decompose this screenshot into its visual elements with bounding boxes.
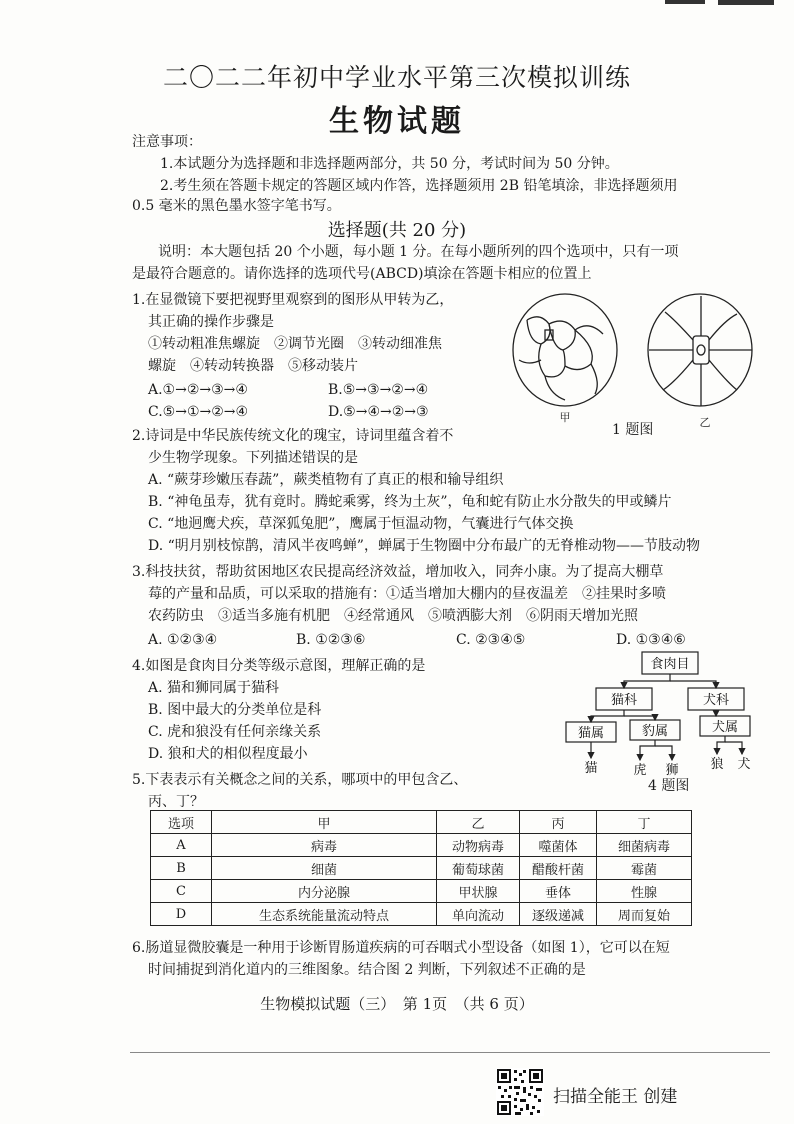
q3-stem: 农药防虫 ③适当多施有机肥 ④经常通风 ⑤喷洒膨大剂 ⑥阴雨天增加光照 bbox=[148, 608, 638, 624]
q6-stem: 时间捕捉到消化道内的三维图象。结合图 2 判断，下列叙述不正确的是 bbox=[148, 962, 586, 978]
q1-steps: ①转动粗准焦螺旋 ②调节光圈 ③转动细准焦 bbox=[148, 336, 442, 352]
scan-edge-line bbox=[130, 1052, 770, 1053]
table-header-row bbox=[151, 811, 692, 834]
table-header-cell: 丙 bbox=[520, 811, 597, 834]
table-cell: 噬菌体 bbox=[520, 834, 597, 857]
q1-stem: 其正确的操作步骤是 bbox=[148, 314, 274, 330]
diagram-leaf-tiger: 虎 bbox=[633, 763, 647, 778]
diagram-leaf-cat: 猫 bbox=[584, 761, 598, 776]
table-cell: 甲状腺 bbox=[437, 880, 520, 903]
q3-option-a: A. ①②③④ bbox=[148, 632, 218, 648]
q1-steps: 螺旋 ④转动转换器 ⑤移动装片 bbox=[148, 358, 358, 374]
table-cell: 葡萄球菌 bbox=[437, 857, 520, 880]
diagram-leaf-wolf: 狼 bbox=[710, 757, 724, 772]
table-cell: 单向流动 bbox=[437, 903, 520, 926]
table-cell: 动物病毒 bbox=[437, 834, 520, 857]
table-header-cell: 甲 bbox=[212, 811, 437, 834]
notice-heading: 注意事项： bbox=[132, 134, 202, 150]
q3-stem: 3.科技扶贫，帮助贫困地区农民提高经济效益，增加收入，同奔小康。为了提高大棚草 bbox=[132, 564, 664, 580]
q4-option-a: A. 猫和狮同属于猫科 bbox=[148, 680, 280, 696]
q3-option-d: D. ①③④⑥ bbox=[616, 632, 686, 648]
table-row bbox=[151, 834, 692, 857]
q2-option-c: C. “地迥鹰犬疾，草深狐兔肥”，鹰属于恒温动物，气囊进行气体交换 bbox=[148, 516, 574, 532]
q4-stem: 4.如图是食肉目分类等级示意图，理解正确的是 bbox=[132, 658, 426, 674]
q5-stem: 丙、丁？ bbox=[148, 794, 204, 810]
q1-stem: 1.在显微镜下要把视野里观察到的图形从甲转为乙， bbox=[132, 292, 454, 308]
notice-line: 1.本试题分为选择题和非选择题两部分，共 50 分，考试时间为 50 分钟。 bbox=[160, 156, 619, 172]
q2-option-b: B. “神龟虽寿，犹有竟时。腾蛇乘雾，终为土灰”，龟和蛇有防止水分散失的甲或鳞片 bbox=[148, 494, 672, 510]
diagram-leaf-dog: 犬 bbox=[737, 757, 751, 772]
table-header-cell: 乙 bbox=[437, 811, 520, 834]
q2-stem: 少生物学现象。下列描述错误的是 bbox=[148, 450, 358, 466]
section-desc: 说明：本大题包括 20 个小题，每小题 1 分。在每小题所列的四个选项中，只有一项 bbox=[158, 244, 679, 260]
q4-option-d: D. 狼和犬的相似程度最小 bbox=[148, 746, 308, 762]
q1-fig-label-yi: 乙 bbox=[699, 416, 711, 429]
q1-option-d: D.⑤→④→②→③ bbox=[328, 404, 429, 420]
q5-stem: 5.下表表示有关概念之间的关系，哪项中的甲包含乙、 bbox=[132, 772, 468, 788]
table-row bbox=[151, 880, 692, 903]
subject-title: 生物试题 bbox=[329, 104, 465, 139]
q1-option-a: A.①→②→③→④ bbox=[148, 382, 248, 398]
table-cell: B bbox=[151, 857, 212, 880]
q2-stem: 2.诗词是中华民族传统文化的瑰宝，诗词里蕴含着不 bbox=[132, 428, 454, 444]
diagram-node-genus-canis: 犬属 bbox=[711, 720, 739, 735]
diagram-node-genus-panthera: 豹属 bbox=[641, 724, 669, 739]
scan-edge-mark bbox=[718, 0, 774, 5]
table-header-cell: 选项 bbox=[151, 811, 212, 834]
section-desc: 是最符合题意的。请你选择的选项代号(ABCD)填涂在答题卡相应的位置上 bbox=[132, 266, 592, 282]
q5-table bbox=[150, 810, 692, 926]
table-cell: A bbox=[151, 834, 212, 857]
table-cell: 周而复始 bbox=[597, 903, 692, 926]
table-cell: 内分泌腺 bbox=[212, 880, 437, 903]
qr-code-icon bbox=[496, 1068, 544, 1116]
q3-option-c: C. ②③④⑤ bbox=[456, 632, 526, 648]
table-cell: C bbox=[151, 880, 212, 903]
table-cell: 性腺 bbox=[597, 880, 692, 903]
table-cell: 垂体 bbox=[520, 880, 597, 903]
diagram-node-family-cat: 猫科 bbox=[610, 693, 638, 708]
table-cell: 细菌 bbox=[212, 857, 437, 880]
table-cell: 逐级递减 bbox=[520, 903, 597, 926]
table-cell: 病毒 bbox=[212, 834, 437, 857]
q1-option-b: B.⑤→③→②→④ bbox=[328, 382, 429, 398]
q3-option-b: B. ①②③⑥ bbox=[296, 632, 366, 648]
table-header-cell: 丁 bbox=[597, 811, 692, 834]
q4-option-b: B. 图中最大的分类单位是科 bbox=[148, 702, 322, 718]
diagram-leaf-lion: 狮 bbox=[665, 763, 679, 778]
table-cell: 细菌病毒 bbox=[597, 834, 692, 857]
table-cell: 醋酸杆菌 bbox=[520, 857, 597, 880]
scanner-watermark: 扫描全能王 创建 bbox=[553, 1087, 678, 1107]
q3-stem: 莓的产量和品质，可以采取的措施有：①适当增加大棚内的昼夜温差 ②挂果时多喷 bbox=[148, 586, 666, 602]
q4-figure-caption: 4 题图 bbox=[648, 778, 690, 794]
table-row bbox=[151, 857, 692, 880]
exam-title: 二〇二二年初中学业水平第三次模拟训练 bbox=[162, 63, 631, 92]
table-cell: 生态系统能量流动特点 bbox=[212, 903, 437, 926]
q6-stem: 6.肠道显微胶囊是一种用于诊断胃肠道疾病的可吞咽式小型设备（如图 1），它可以在短 bbox=[132, 940, 670, 956]
section-title: 选择题(共 20 分) bbox=[327, 220, 467, 241]
diagram-node-family-dog: 犬科 bbox=[702, 693, 730, 708]
q4-option-c: C. 虎和狼没有任何亲缘关系 bbox=[148, 724, 322, 740]
notice-line: 0.5 毫米的黑色墨水签字笔书写。 bbox=[132, 198, 341, 214]
notice-line: 2.考生须在答题卡规定的答题区域内作答，选择题须用 2B 铅笔填涂，非选择题须用 bbox=[160, 178, 678, 194]
q1-figure-caption: 1 题图 bbox=[612, 422, 654, 438]
table-row bbox=[151, 903, 692, 926]
diagram-node-root: 食肉目 bbox=[650, 657, 690, 672]
q1-fig-label-jia: 甲 bbox=[559, 411, 571, 424]
page-footer: 生物模拟试题（三） 第 1页 （共 6 页） bbox=[260, 995, 534, 1013]
table-cell: D bbox=[151, 903, 212, 926]
scan-edge-mark bbox=[665, 0, 705, 4]
q2-option-d: D. “明月别枝惊鹊，清风半夜鸣蝉”，蝉属于生物圈中分布最广的无脊椎动物——节肢动物 bbox=[148, 538, 700, 554]
q2-option-a: A. “蕨芽珍嫩压春蔬”，蕨类植物有了真正的根和输导组织 bbox=[148, 472, 504, 488]
diagram-node-genus-felis: 猫属 bbox=[577, 726, 605, 741]
q1-option-c: C.⑤→①→②→④ bbox=[148, 404, 249, 420]
table-cell: 霉菌 bbox=[597, 857, 692, 880]
